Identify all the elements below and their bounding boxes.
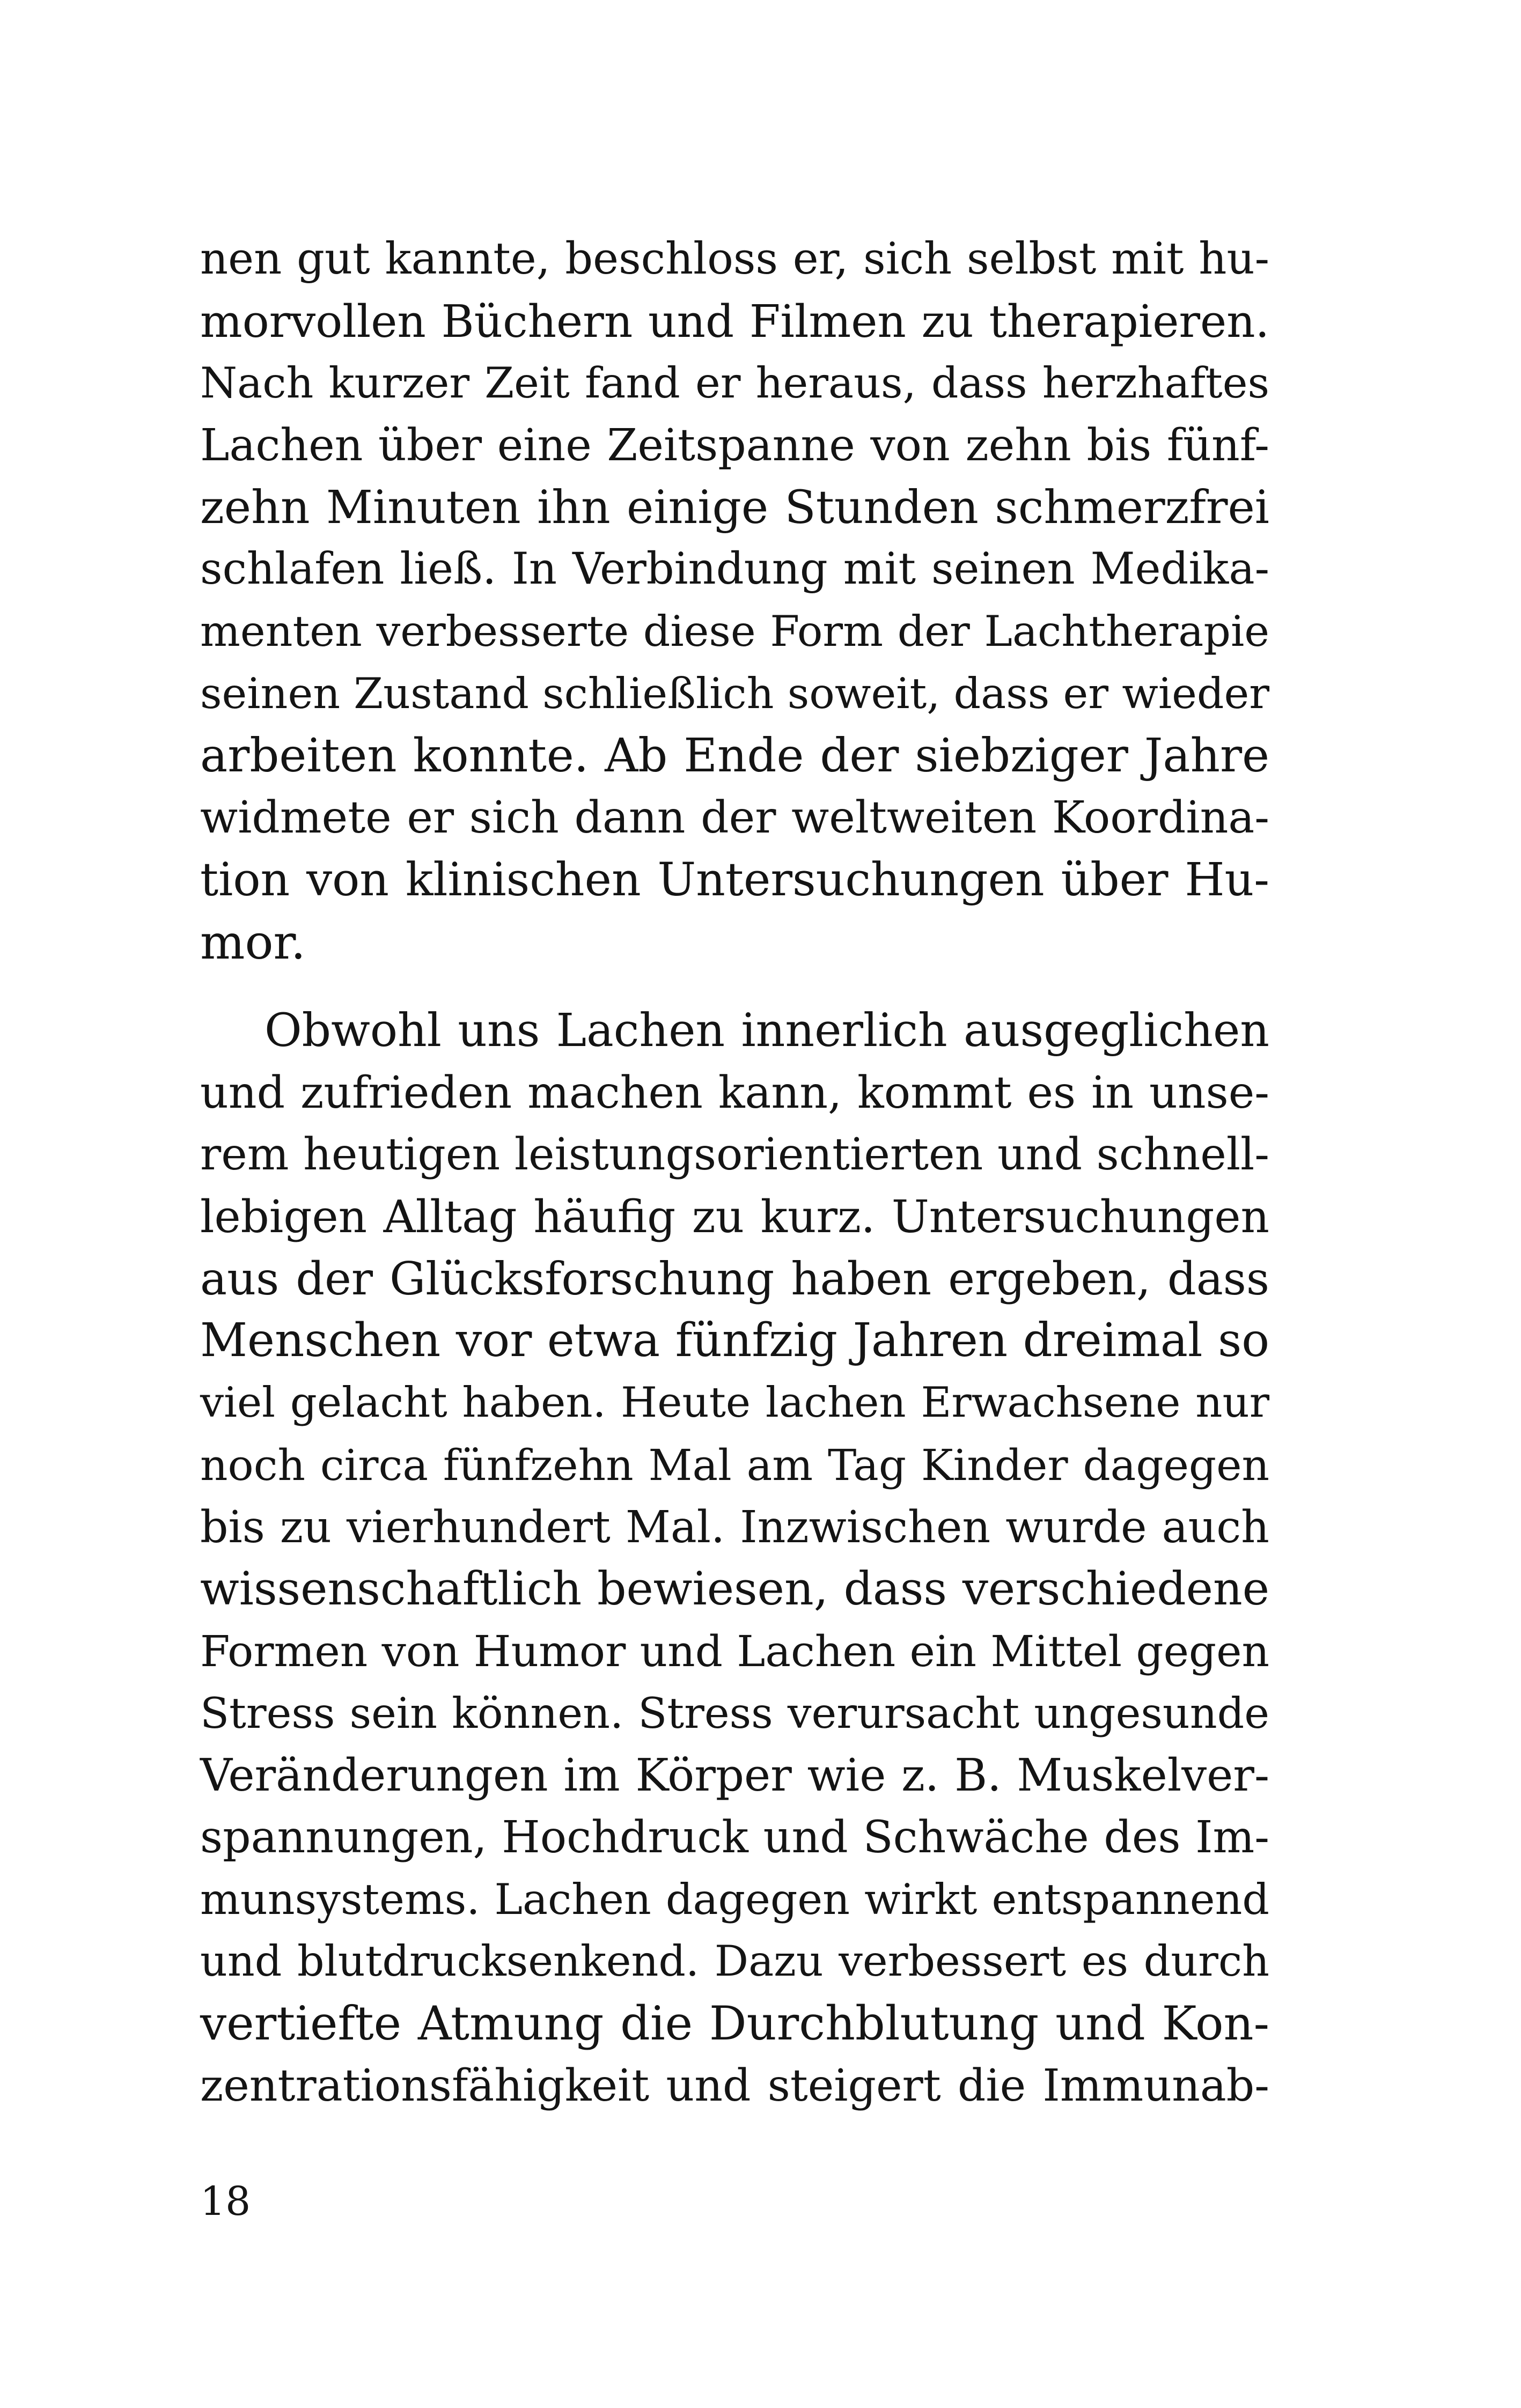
text-line: vertiefte Atmung die Durchblutung und Kon-	[200, 1996, 1269, 2051]
text-line: spannungen, Hochdruck und Schwäche des Im-	[200, 1811, 1269, 1863]
text-line: Veränderungen im Körper wie z. B. Muskelver-	[200, 1749, 1269, 1802]
paragraph-1	[200, 229, 1269, 973]
text-line: tion von klinischen Untersuchungen über Hu-	[200, 853, 1269, 907]
text-line: und zufrieden machen kann, kommt es in unse-	[200, 1067, 1269, 1118]
text-line: Formen von Humor und Lachen ein Mittel gegen	[200, 1626, 1269, 1676]
text-line: lebigen Alltag häufig zu kurz. Untersuchungen	[200, 1191, 1269, 1243]
text-line: Nach kurzer Zeit fand er heraus, dass herzhaftes	[200, 358, 1269, 408]
text-line: wissenschaftlich bewiesen, dass verschiedene	[200, 1563, 1269, 1616]
text-line: noch circa fünfzehn Mal am Tag Kinder dagegen	[200, 1440, 1269, 1490]
text-line: rem heutigen leistungsorientierten und schnell-	[200, 1129, 1269, 1181]
text-line: nen gut kannte, beschloss er, sich selbst mit hu-	[200, 234, 1269, 284]
text-line: aus der Glücksforschung haben ergeben, dass	[200, 1252, 1269, 1305]
text-line: menten verbesserte diese Form der Lachtherapie	[200, 607, 1269, 657]
text-line: Menschen vor etwa fünfzig Jahren dreimal so	[200, 1314, 1269, 1368]
text-line: zentrationsfähigkeit und steigert die Immunab-	[200, 2060, 1269, 2111]
text-line: morvollen Büchern und Filmen zu therapieren.	[200, 295, 1269, 348]
text-line: munsystems. Lachen dagegen wirkt entspannend	[200, 1874, 1269, 1924]
text-line: zehn Minuten ihn einige Stunden schmerzfrei	[200, 481, 1269, 534]
text-line: mor.	[200, 914, 306, 970]
text-line: arbeiten konnte. Ab Ende der siebziger Jahre	[200, 728, 1269, 783]
text-line: und blutdrucksenkend. Dazu verbessert es durch	[200, 1936, 1269, 1986]
text-line: schlafen ließ. In Verbindung mit seinen Medika-	[200, 544, 1269, 595]
paragraph-2	[200, 1000, 1269, 2117]
text-line: Obwohl uns Lachen innerlich ausgeglichen	[264, 1004, 1269, 1057]
page-number: 18	[200, 2178, 251, 2225]
text-line: bis zu vierhundert Mal. Inzwischen wurde auch	[200, 1501, 1269, 1553]
text-line: Lachen über eine Zeitspanne von zehn bis fünf-	[200, 420, 1269, 472]
text-line: Stress sein können. Stress verursacht ungesunde	[200, 1688, 1269, 1738]
text-line: widmete er sich dann der weltweiten Koordina-	[200, 792, 1269, 844]
text-line: viel gelacht haben. Heute lachen Erwachsene nur	[200, 1379, 1269, 1427]
text-line: seinen Zustand schließlich soweit, dass er wieder	[200, 668, 1269, 718]
